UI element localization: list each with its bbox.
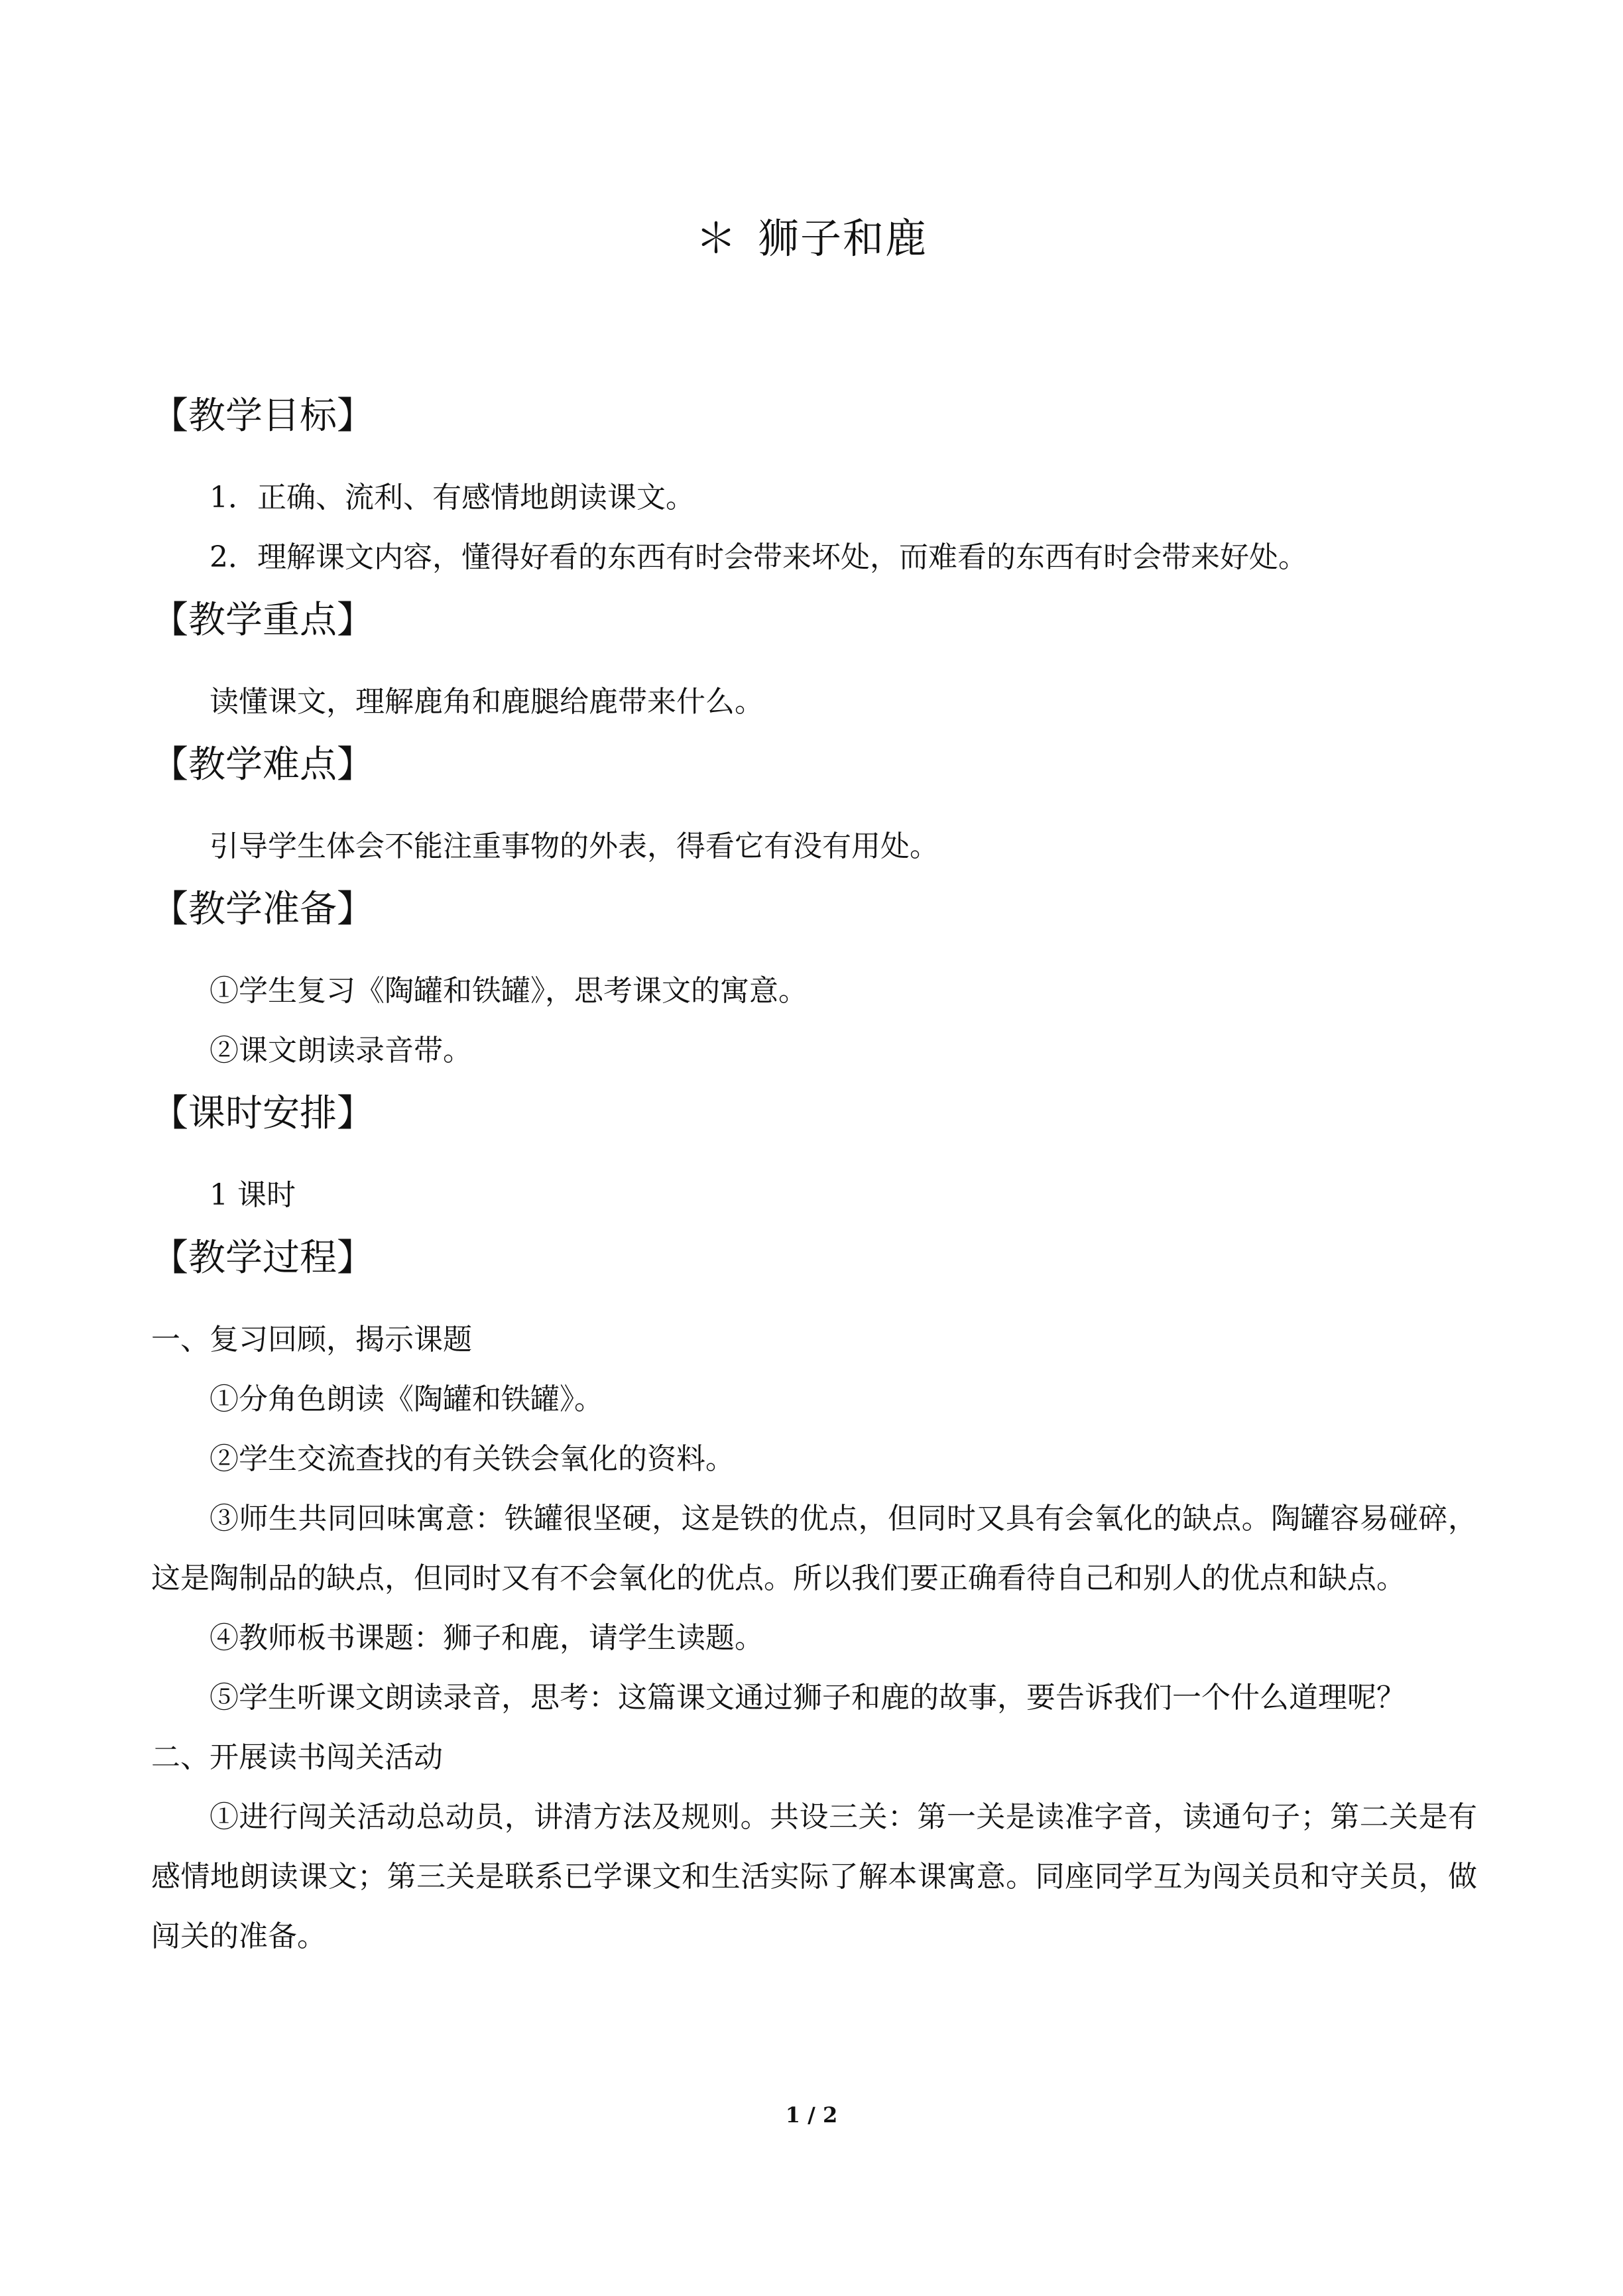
process-part1-title: 一、复习回顾，揭示课题: [151, 1323, 472, 1357]
preparation-item: ②课文朗读录音带。: [210, 1034, 472, 1067]
heading-difficulties: 【教学难点】: [151, 743, 374, 786]
process-part2-title: 二、开展读书闯关活动: [151, 1740, 443, 1774]
preparation-item: ①学生复习《陶罐和铁罐》，思考课文的寓意。: [210, 974, 808, 1008]
process-part1-item: ④教师板书课题：狮子和鹿，请学生读题。: [210, 1621, 764, 1655]
document-title: [0, 209, 1623, 269]
heading-process: 【教学过程】: [151, 1237, 374, 1280]
difficulties-text: 引导学生体会不能注重事物的外表，得看它有没有用处。: [210, 829, 939, 863]
title-asterisk: ＊: [695, 214, 738, 263]
heading-key-points: 【教学重点】: [151, 599, 374, 642]
schedule-text: 1 课时: [210, 1178, 296, 1212]
key-points-text: 读懂课文，理解鹿角和鹿腿给鹿带来什么。: [210, 685, 764, 719]
objective-item: 2．理解课文内容，懂得好看的东西有时会带来坏处，而难看的东西有时会带来好处。: [210, 540, 1307, 574]
page-number: 1 / 2: [785, 2102, 838, 2128]
heading-schedule: 【课时安排】: [151, 1092, 374, 1135]
objective-item: 1．正确、流利、有感情地朗读课文。: [210, 481, 695, 514]
heading-objectives: 【教学目标】: [151, 394, 374, 438]
process-part1-item: ③师生共同回味寓意：铁罐很坚硬，这是铁的优点，但同时又具有会氧化的缺点。陶罐容易碰碎，这是陶制品的缺点，但同时又有不会氧化的优点。所以我们要正确看待自己和别人的优点和缺点。: [151, 1502, 1477, 1595]
heading-preparation: 【教学准备】: [151, 888, 374, 931]
title-text: 狮子和鹿: [758, 214, 928, 263]
process-part1-item: ①分角色朗读《陶罐和铁罐》。: [210, 1382, 603, 1416]
document-body: [151, 383, 1477, 1966]
process-part1-item: ⑤学生听课文朗读录音，思考：这篇课文通过狮子和鹿的故事，要告诉我们一个什么道理呢？: [210, 1681, 1406, 1715]
process-part1-item: ②学生交流查找的有关铁会氧化的资料。: [210, 1442, 735, 1476]
process-part2-item: ①进行闯关活动总动员，讲清方法及规则。共设三关：第一关是读准字音，读通句子；第二关是有感情地朗读课文；第三关是联系已学课文和生活实际了解本课寓意。同座同学互为闯关员和守关员，做闯关的准备。: [151, 1800, 1477, 1953]
